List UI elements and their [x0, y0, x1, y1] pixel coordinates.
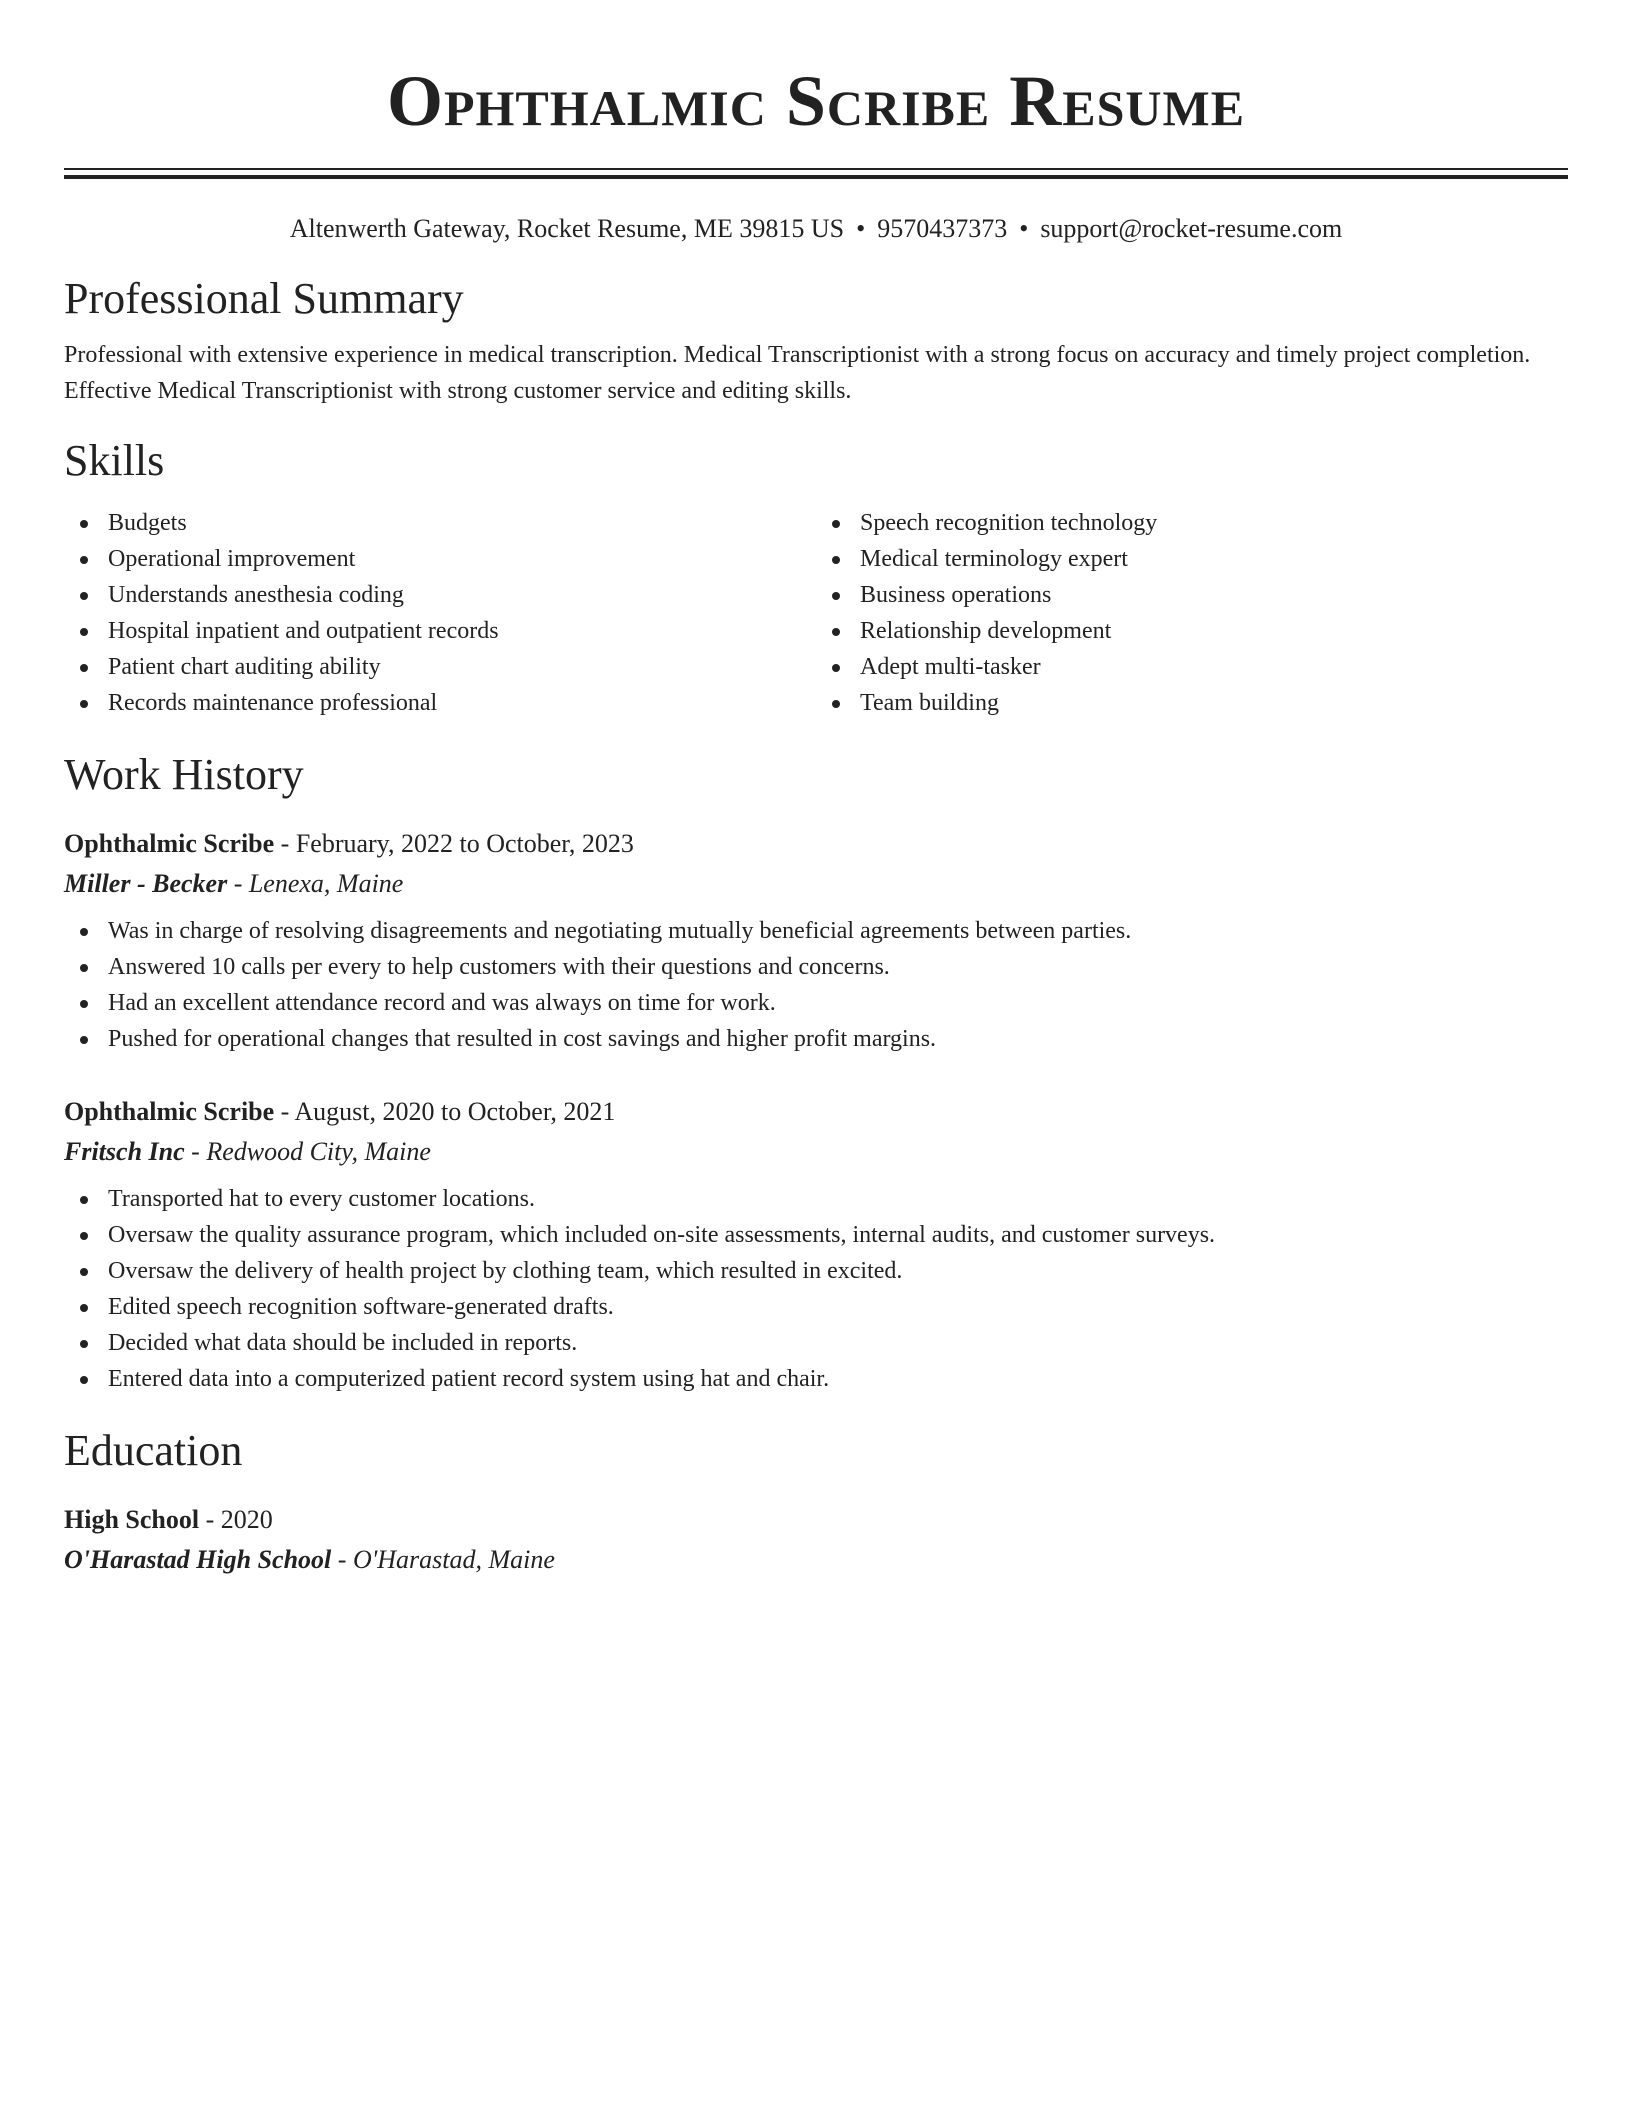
- job-duty-item: Edited speech recognition software-generated drafts.: [64, 1289, 1568, 1325]
- skill-item: Budgets: [64, 505, 816, 541]
- job-duty-item: Pushed for operational changes that resulted in cost savings and higher profit margins.: [64, 1021, 1568, 1057]
- skill-item: Operational improvement: [64, 541, 816, 577]
- skill-item: Patient chart auditing ability: [64, 649, 816, 685]
- job-duty-item: Entered data into a computerized patient record system using hat and chair.: [64, 1361, 1568, 1397]
- resume-title: Ophthalmic Scribe Resume: [386, 61, 1246, 141]
- job-employer: [64, 863, 1568, 905]
- education-year: - 2020: [199, 1505, 273, 1534]
- job-entry: [64, 825, 1568, 1057]
- job-role: Ophthalmic Scribe: [64, 1097, 275, 1126]
- skill-item: Medical terminology expert: [816, 541, 1568, 577]
- job-duty-item: Decided what data should be included in reports.: [64, 1325, 1568, 1361]
- skill-item: Team building: [816, 685, 1568, 721]
- job-duties: [64, 1181, 1568, 1397]
- job-header: [64, 1093, 1568, 1131]
- education-heading: Education: [64, 1426, 243, 1475]
- education-school: O'Harastad High School: [64, 1545, 332, 1574]
- job-location: - Redwood City, Maine: [184, 1137, 431, 1166]
- job-duty-item: Oversaw the quality assurance program, which included on-site assessments, internal audits, and customer surveys.: [64, 1217, 1568, 1253]
- skills-list: [64, 505, 1568, 721]
- contact-phone: 9570437373: [877, 214, 1008, 243]
- education-entry: [64, 1501, 1568, 1581]
- job-role: Ophthalmic Scribe: [64, 829, 275, 858]
- contact-line: [64, 211, 1568, 247]
- education-location: - O'Harastad, Maine: [331, 1545, 555, 1574]
- job-location: - Lenexa, Maine: [227, 869, 404, 898]
- job-company: Fritsch Inc: [64, 1137, 185, 1166]
- contact-email: support@rocket-resume.com: [1040, 214, 1343, 243]
- job-header: [64, 825, 1568, 863]
- job-dates: - February, 2022 to October, 2023: [274, 829, 634, 858]
- contact-address: Altenwerth Gateway, Rocket Resume, ME 39815 US: [289, 214, 845, 243]
- title-divider: [64, 168, 1568, 179]
- skill-item: Hospital inpatient and outpatient records: [64, 613, 816, 649]
- education-degree: High School: [64, 1505, 200, 1534]
- skill-item: Records maintenance professional: [64, 685, 816, 721]
- skills-column-left: [64, 505, 816, 721]
- skill-item: Adept multi-tasker: [816, 649, 1568, 685]
- job-duty-item: Was in charge of resolving disagreements and negotiating mutually beneficial agreements between parties.: [64, 913, 1568, 949]
- skills-heading: Skills: [64, 436, 165, 485]
- work-history-heading: Work History: [64, 750, 304, 799]
- job-duty-item: Had an excellent attendance record and was always on time for work.: [64, 985, 1568, 1021]
- summary-heading: Professional Summary: [64, 274, 464, 323]
- summary-text: Professional with extensive experience in medical transcription. Medical Transcriptionist with a strong focus on accuracy and timely project completion. Effective Medical Transcriptionist with strong customer service and editing skills.: [64, 342, 1531, 404]
- contact-separator: •: [1019, 214, 1029, 243]
- skill-item: Business operations: [816, 577, 1568, 613]
- skills-column-right: [816, 505, 1568, 721]
- contact-separator: •: [856, 214, 866, 243]
- education-institution: [64, 1539, 1568, 1581]
- job-duty-item: Transported hat to every customer locations.: [64, 1181, 1568, 1217]
- skill-item: Speech recognition technology: [816, 505, 1568, 541]
- job-duty-item: Oversaw the delivery of health project by clothing team, which resulted in excited.: [64, 1253, 1568, 1289]
- job-dates: - August, 2020 to October, 2021: [274, 1097, 616, 1126]
- resume-page: [64, 0, 1568, 1581]
- skill-item: Understands anesthesia coding: [64, 577, 816, 613]
- job-company: Miller - Becker: [64, 869, 228, 898]
- job-employer: [64, 1131, 1568, 1173]
- job-entry: [64, 1093, 1568, 1397]
- job-duties: [64, 913, 1568, 1057]
- job-duty-item: Answered 10 calls per every to help customers with their questions and concerns.: [64, 949, 1568, 985]
- skill-item: Relationship development: [816, 613, 1568, 649]
- education-header: [64, 1501, 1568, 1539]
